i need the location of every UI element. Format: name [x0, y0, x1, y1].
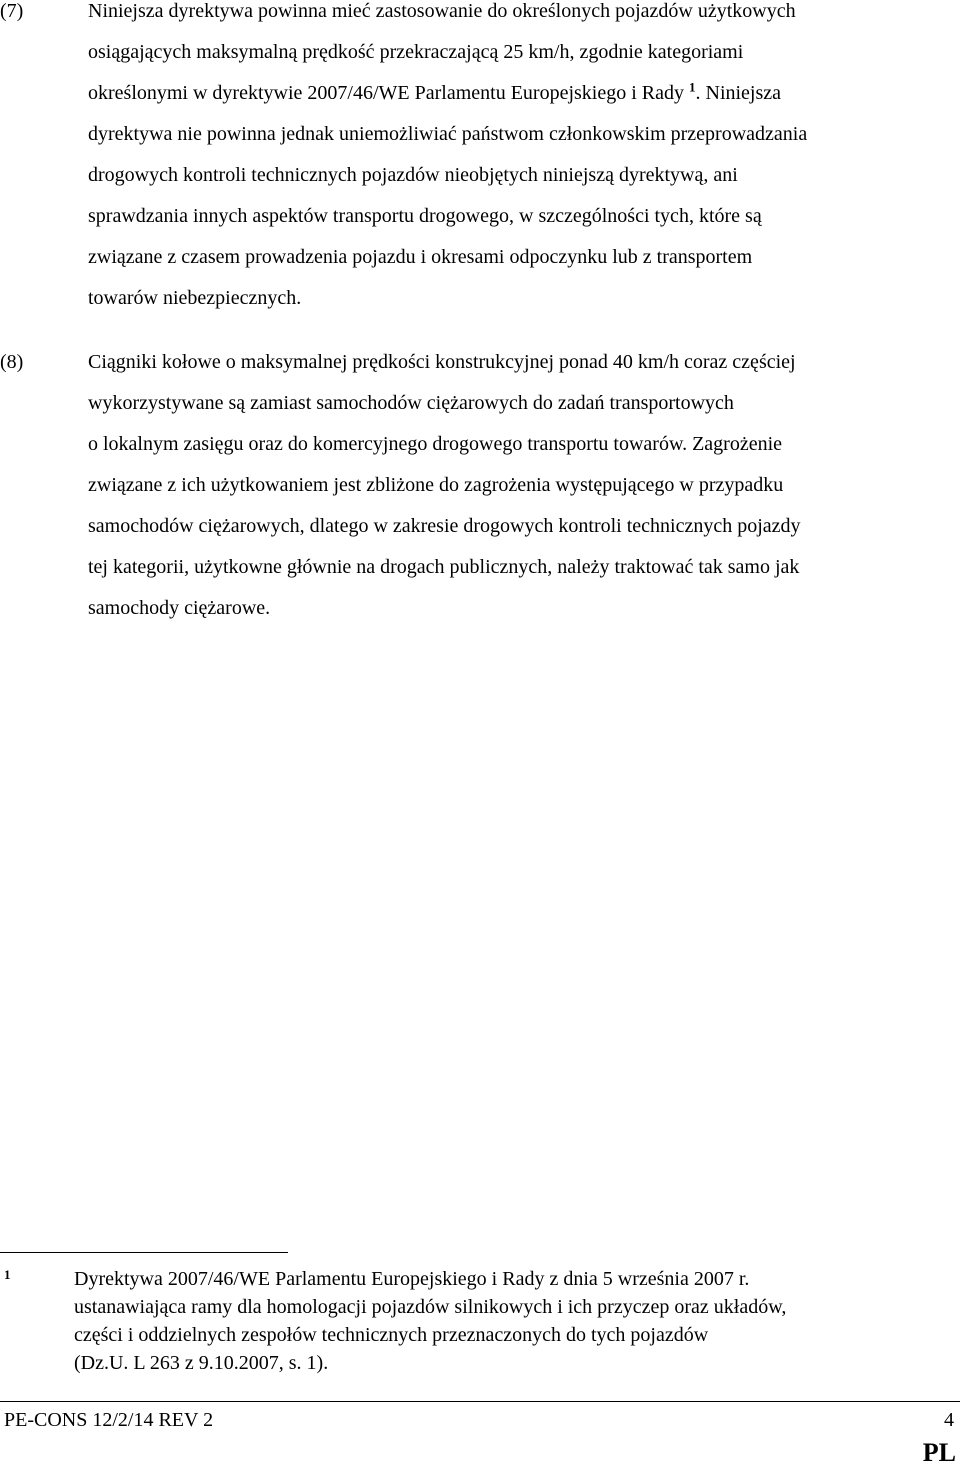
- footer-separator: [0, 1401, 960, 1402]
- text-line: sprawdzania innych aspektów transportu drogowego, w szczególności tych, które są: [88, 205, 762, 227]
- paragraph-text: [88, 342, 954, 629]
- footnote-line: części i oddzielnych zespołów technicznych przeznaczonych do tych pojazdów: [74, 1324, 709, 1346]
- footnote-line: Dyrektywa 2007/46/WE Parlamentu Europejskiego i Rady z dnia 5 września 2007 r.: [74, 1268, 750, 1290]
- text-segment: określonymi w dyrektywie 2007/46/WE Parlamentu Europejskiego i Rady: [88, 82, 684, 104]
- document-reference: PE-CONS 12/2/14 REV 2: [4, 1409, 214, 1431]
- paragraph-number: (8): [0, 351, 24, 373]
- footnote-line: (Dz.U. L 263 z 9.10.2007, s. 1).: [74, 1352, 329, 1374]
- text-line: o lokalnym zasięgu oraz do komercyjnego drogowego transportu towarów. Zagrożenie: [88, 433, 783, 455]
- footnote-separator: [0, 1252, 288, 1253]
- page-number: 4: [944, 1409, 954, 1431]
- text-line: [88, 73, 954, 114]
- text-line: Niniejsza dyrektywa powinna mieć zastosowanie do określonych pojazdów użytkowych: [88, 0, 796, 22]
- text-line: samochodów ciężarowych, dlatego w zakresie drogowych kontroli technicznych pojazdy: [88, 515, 801, 537]
- paragraph-text: [88, 0, 954, 319]
- text-line: drogowych kontroli technicznych pojazdów nieobjętych niniejszą dyrektywą, ani: [88, 164, 738, 186]
- text-line: osiągających maksymalną prędkość przekraczającą 25 km/h, zgodnie kategoriami: [88, 41, 744, 63]
- text-segment: . Niniejsza: [695, 82, 782, 104]
- paragraph-number: (7): [0, 0, 24, 22]
- text-line: towarów niebezpiecznych.: [88, 287, 302, 309]
- text-line: związane z czasem prowadzenia pojazdu i okresami odpoczynku lub z transportem: [88, 246, 753, 268]
- footnote-number: 1: [4, 1267, 11, 1282]
- footnote-text: [74, 1265, 954, 1377]
- text-line: samochody ciężarowe.: [88, 597, 271, 619]
- text-line: wykorzystywane są zamiast samochodów ciężarowych do zadań transportowych: [88, 392, 734, 414]
- text-line: związane z ich użytkowaniem jest zbliżone do zagrożenia występującego w przypadku: [88, 474, 784, 496]
- language-code: PL: [922, 1438, 956, 1467]
- text-line: Ciągniki kołowe o maksymalnej prędkości konstrukcyjnej ponad 40 km/h coraz częściej: [88, 351, 796, 373]
- footnote-reference[interactable]: 1: [689, 79, 696, 95]
- text-line: dyrektywa nie powinna jednak uniemożliwiać państwom członkowskim przeprowadzania: [88, 123, 808, 145]
- text-line: tej kategorii, użytkowne głównie na drogach publicznych, należy traktować tak samo jak: [88, 556, 800, 578]
- footnote-line: ustanawiająca ramy dla homologacji pojazdów silnikowych i ich przyczep oraz układów,: [74, 1296, 787, 1318]
